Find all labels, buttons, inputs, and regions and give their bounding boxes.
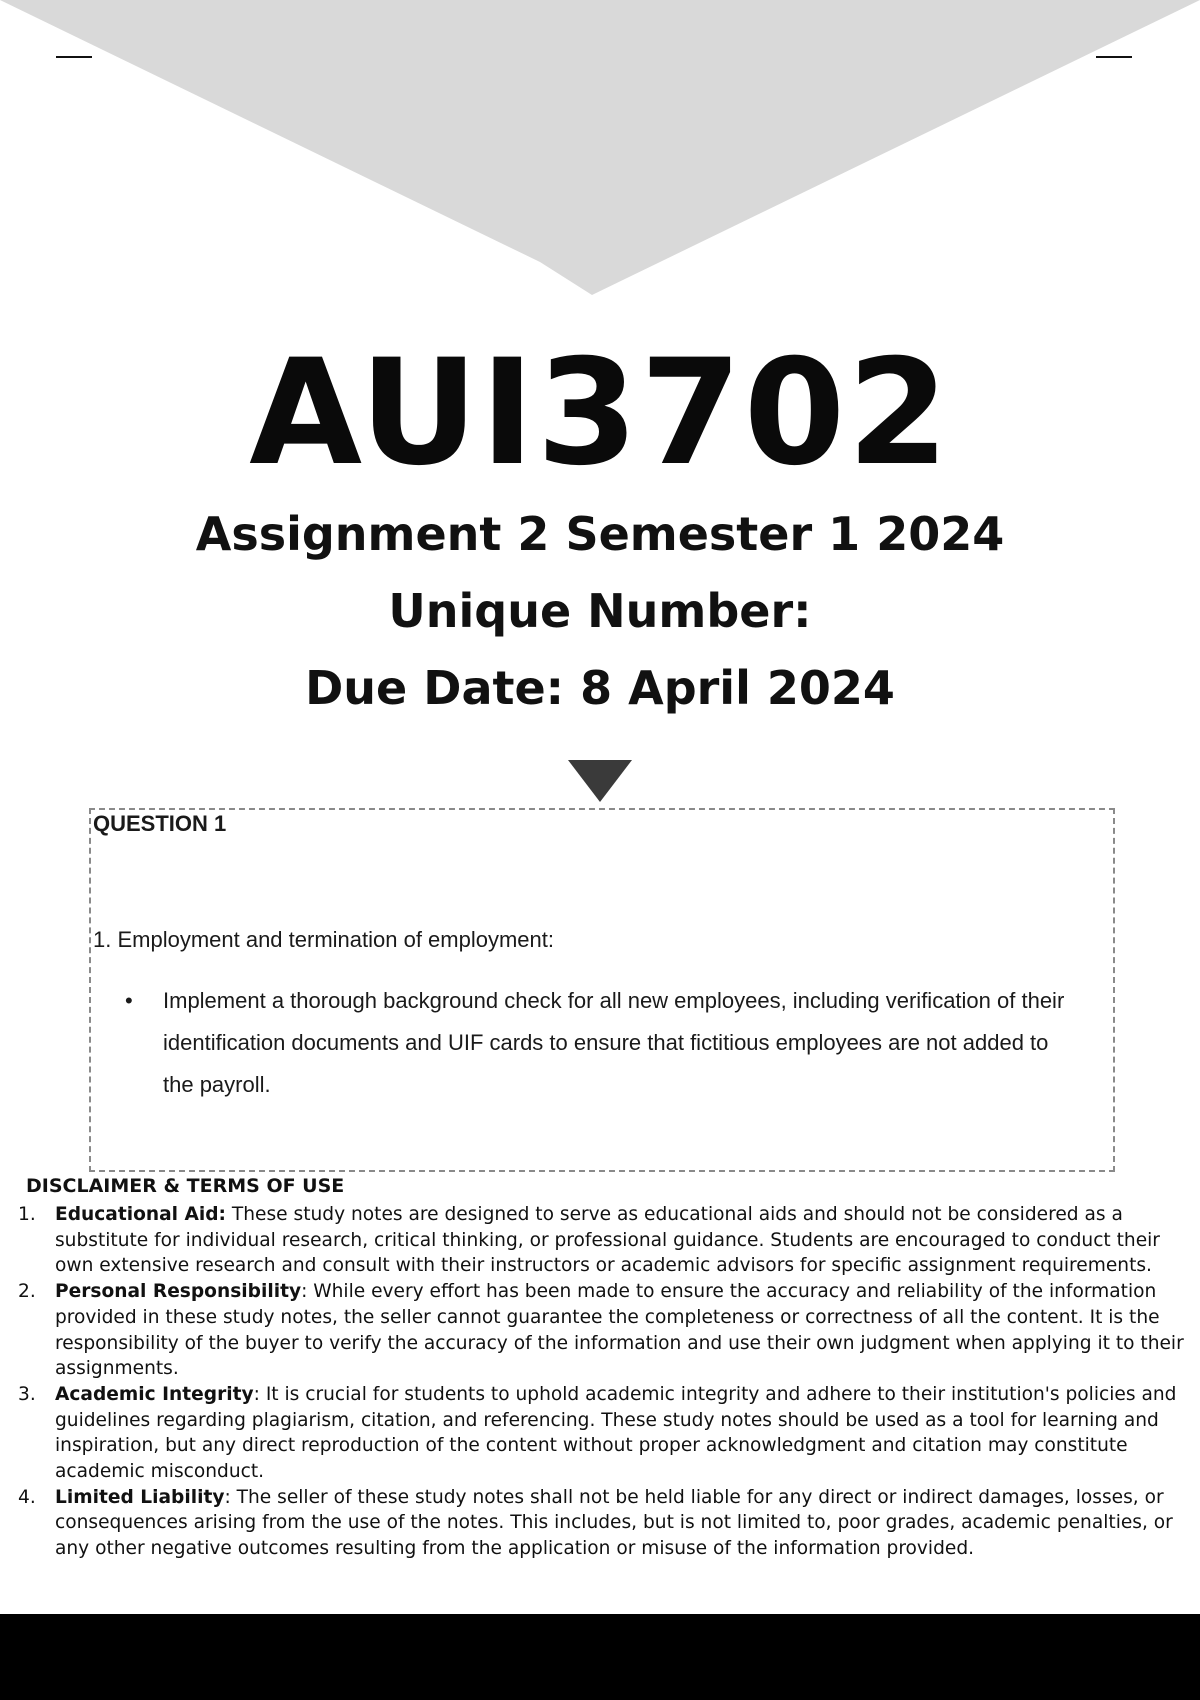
bullet-text: Implement a thorough background check for all new employees, including verification of their identification documents and UIF cards to ensure that fictitious employees are not added to the payroll. xyxy=(163,988,1065,1097)
question-preview-box xyxy=(89,808,1115,1172)
disclaimer-item xyxy=(18,1382,1190,1485)
unique-number-label: Unique Number: xyxy=(388,584,812,638)
disclaimer-item-number: 4. xyxy=(18,1486,36,1508)
disclaimer-item-heading: Limited Liability xyxy=(55,1486,225,1508)
disclaimer-item xyxy=(18,1202,1190,1279)
disclaimer-title: DISCLAIMER & TERMS OF USE xyxy=(26,1175,345,1197)
disclaimer-item-text: : It is crucial for students to uphold academic integrity and adhere to their institution's policies and guidelines regarding plagiarism, citation, and referencing. These study notes should be used as a tool for learning and inspiration, but any direct reproduction of the content without proper acknowledgment and citation may constitute academic misconduct. xyxy=(55,1383,1177,1483)
question-title: QUESTION 1 xyxy=(93,811,227,836)
bullet-icon: • xyxy=(125,988,133,1013)
disclaimer-item-text: : The seller of these study notes shall not be held liable for any direct or indirect damages, losses, or consequences arising from the use of the notes. This includes, but is not limited to, poor grades, academic penalties, or any other negative outcomes resulting from the application or misuse of the information provided. xyxy=(55,1486,1173,1560)
disclaimer-item-text: : While every effort has been made to ensure the accuracy and reliability of the information provided in these study notes, the seller cannot guarantee the completeness or correctness of all the content. It is the responsibility of the buyer to verify the accuracy of the information and use their own judgment when applying it to their assignments. xyxy=(55,1281,1184,1380)
disclaimer-item-number: 2. xyxy=(18,1281,36,1303)
disclaimer-item-number: 1. xyxy=(18,1204,36,1225)
question-bullet-point xyxy=(125,980,1085,1106)
disclaimer-item xyxy=(18,1485,1190,1562)
disclaimer-item-heading: Academic Integrity xyxy=(55,1383,254,1405)
course-code-title: AUI3702 xyxy=(249,328,951,498)
bottom-black-bar xyxy=(0,1614,1200,1700)
question-item-heading: 1. Employment and termination of employment: xyxy=(93,927,555,952)
header-chevron-banner xyxy=(0,0,1200,300)
disclaimer-item xyxy=(18,1279,1190,1382)
disclaimer-item-number: 3. xyxy=(18,1383,36,1405)
down-pointer-icon xyxy=(568,760,632,804)
disclaimer-list xyxy=(18,1202,1190,1562)
header-rule-right xyxy=(1096,56,1132,58)
disclaimer-item-heading: Educational Aid: xyxy=(55,1204,226,1225)
assignment-subtitle: Assignment 2 Semester 1 2024 xyxy=(195,507,1005,561)
due-date-label: Due Date: 8 April 2024 xyxy=(305,661,895,715)
header-rule-left xyxy=(56,56,92,58)
disclaimer-item-heading: Personal Responsibility xyxy=(55,1281,302,1303)
disclaimer-item-text: These study notes are designed to serve as educational aids and should not be considered as a substitute for individual research, critical thinking, or professional guidance. Students are encouraged to conduct their own extensive research and consult with their instructors or academic advisors for specific assignment requirements. xyxy=(55,1204,1160,1277)
